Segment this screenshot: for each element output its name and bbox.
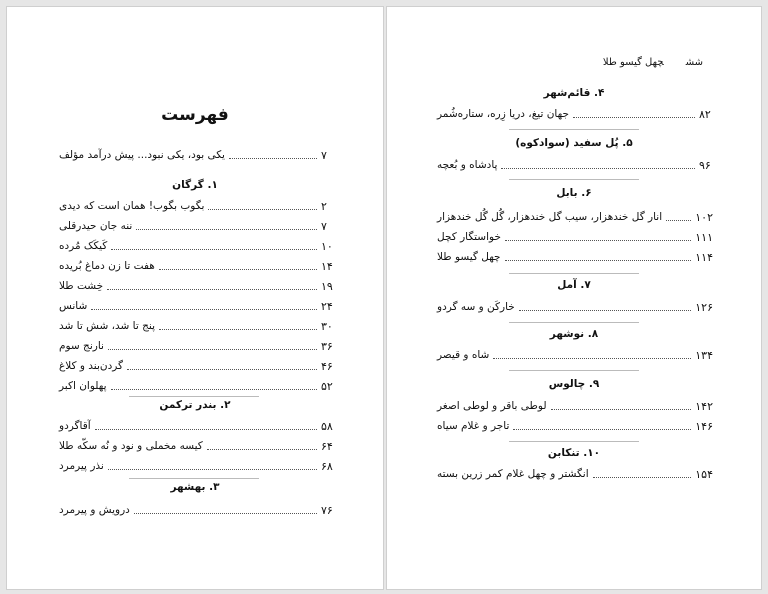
- page-number: ۵۲: [321, 379, 333, 393]
- page-number: ۱۰۲: [695, 210, 713, 224]
- entry-title: نارنج سوم: [59, 340, 104, 352]
- entry-title: هفت تا زن دماغ بُریده: [59, 260, 155, 272]
- section-heading: ۳. بهشهر: [170, 481, 220, 493]
- page-number: ۷: [321, 148, 327, 162]
- dot-leader: [493, 348, 691, 359]
- toc-entry: [59, 356, 335, 376]
- section-heading: ۷. آمل: [557, 279, 591, 291]
- page-number: ۱۲۶: [695, 300, 713, 314]
- dot-leader: [111, 239, 317, 250]
- page-number: ۸۲: [699, 107, 711, 121]
- dot-leader: [107, 279, 317, 290]
- page-number: ۳۰: [321, 319, 333, 333]
- toc-entry: [437, 104, 713, 124]
- page-number: ۷۶: [321, 503, 333, 517]
- running-head-label: شش: [685, 57, 703, 68]
- dot-leader: [505, 230, 691, 241]
- page-number: ۶۸: [321, 459, 333, 473]
- dot-leader: [159, 319, 317, 330]
- running-head: [581, 57, 703, 68]
- toc-entry: [437, 297, 713, 317]
- entry-title: کَیکَک مُرده: [59, 240, 108, 252]
- page-number: ۱۱۴: [695, 250, 713, 264]
- dot-leader: [551, 399, 692, 410]
- section-heading: ۴. قائم‌شهر: [543, 87, 605, 99]
- dot-leader: [207, 439, 317, 450]
- dot-leader: [111, 379, 317, 390]
- entry-title: انگشتر و چهل غلام کمر زرین بسته: [437, 468, 589, 480]
- entry-title: خواستگار کچل: [437, 231, 501, 243]
- entry-title: شاه و قیصر: [437, 349, 490, 361]
- section-heading: ۱. گرگان: [172, 179, 218, 191]
- entry-title: یکی بود، یکی نبود... پیش درآمد مؤلف: [59, 149, 225, 161]
- page-number: ۲۴: [321, 299, 333, 313]
- toc-entry: [437, 227, 713, 247]
- entry-title: ننه جان حیدرقلی: [59, 220, 133, 232]
- page-number: ۱۱۱: [695, 230, 713, 244]
- section-divider: [509, 441, 639, 442]
- dot-leader: [513, 419, 691, 430]
- toc-entry: [437, 464, 713, 484]
- entry-title: چهل گیسو طلا: [437, 251, 501, 263]
- dot-leader: [505, 250, 692, 261]
- dot-leader: [136, 219, 317, 230]
- section-divider: [509, 273, 639, 274]
- toc-entry: [59, 416, 335, 436]
- toc-entry: [59, 316, 335, 336]
- page-number: ۱۴۶: [695, 419, 713, 433]
- running-head-book-title: چهل گیسو طلا: [602, 57, 664, 68]
- dot-leader: [91, 299, 317, 310]
- dot-leader: [95, 419, 317, 430]
- toc-entry: [59, 436, 335, 456]
- section-heading: ۵. پُل سفید (سوادکوه): [515, 137, 633, 149]
- left-page: [6, 6, 384, 590]
- entry-title: پنج تا شد، شش تا شد: [59, 320, 155, 332]
- entry-title: خِشت طلا: [59, 280, 104, 292]
- entry-title: کیسه مخملی و نود و نُه سکّه طلا: [59, 440, 203, 452]
- section-heading: ۱۰. تنکابن: [547, 447, 601, 459]
- toc-entry: [59, 456, 335, 476]
- entry-title: نذر پیرمرد: [59, 460, 104, 472]
- section-divider: [509, 129, 639, 130]
- entry-title: تاجر و غلام سیاه: [437, 420, 510, 432]
- entry-title: بگوب بگوب! همان است که دیدی: [59, 200, 205, 212]
- dot-leader: [159, 259, 317, 270]
- page-number: ۱۹: [321, 279, 333, 293]
- entry-title: پادشاه و بُعچه: [437, 159, 498, 171]
- dot-leader: [127, 359, 317, 370]
- page-number: ۱۴: [321, 259, 333, 273]
- page-number: ۱۴۲: [695, 399, 713, 413]
- page-number: ۷: [321, 219, 327, 233]
- entry-title: گردن‌بند و کلاغ: [59, 360, 124, 372]
- entry-title: درویش و پیرمرد: [59, 504, 130, 516]
- toc-entry: [437, 155, 713, 175]
- entry-title: شانس: [59, 300, 88, 312]
- dot-leader: [208, 199, 317, 210]
- dot-leader: [519, 300, 691, 311]
- page-number: ۱۵۴: [695, 467, 713, 481]
- right-page: [386, 6, 762, 590]
- page-number: ۹۶: [699, 158, 711, 172]
- section-heading: ۲. بندر ترکمن: [159, 399, 231, 411]
- dot-leader: [134, 503, 317, 514]
- section-divider: [509, 322, 639, 323]
- page-number: ۴۶: [321, 359, 333, 373]
- dot-leader: [108, 459, 317, 470]
- toc-entry: [437, 247, 713, 267]
- dot-leader: [229, 148, 317, 159]
- entry-title: انار گل خندهزار، سیب گل خندهزار، گُل گُل خندهزار: [437, 211, 663, 223]
- section-heading: ۶. بابل: [556, 187, 592, 199]
- entry-title: جهان تیغ، دریا زِره، ستاره‌شُمر: [437, 108, 569, 120]
- entry-title: پهلوان اکبر: [59, 380, 107, 392]
- toc-entry: [59, 296, 335, 316]
- toc-entry: [59, 236, 335, 256]
- entry-title: خارکَن و سه گردو: [437, 301, 515, 313]
- toc-entry: [59, 216, 335, 236]
- toc-entry: [437, 396, 713, 416]
- page-number: ۳۶: [321, 339, 333, 353]
- page-number: ۵۸: [321, 419, 333, 433]
- toc-entry: [59, 376, 335, 396]
- toc-entry: [437, 345, 713, 365]
- page-number: ۲: [321, 199, 327, 213]
- section-heading: ۹. چالوس: [548, 378, 600, 390]
- section-divider: [509, 370, 639, 371]
- dot-leader: [666, 210, 691, 221]
- toc-entry: [59, 196, 335, 216]
- page-number: ۶۴: [321, 439, 333, 453]
- section-heading: ۸. نوشهر: [549, 328, 599, 340]
- toc-entry: [59, 276, 335, 296]
- toc-entry: [59, 256, 335, 276]
- toc-entry: [437, 416, 713, 436]
- dot-leader: [501, 158, 695, 169]
- page-number: ۱۰: [321, 239, 333, 253]
- page-number: ۱۳۴: [695, 348, 713, 362]
- dot-leader: [573, 107, 695, 118]
- toc-entry: [59, 145, 335, 165]
- toc-entry: [437, 207, 713, 227]
- section-divider: [509, 179, 639, 180]
- toc-title: فهرست: [161, 105, 229, 125]
- toc-entry: [59, 336, 335, 356]
- entry-title: لوطی باقر و لوطی اصغر: [437, 400, 547, 412]
- entry-title: آقاگردو: [59, 420, 91, 432]
- dot-leader: [108, 339, 317, 350]
- dot-leader: [593, 467, 692, 478]
- toc-entry: [59, 500, 335, 520]
